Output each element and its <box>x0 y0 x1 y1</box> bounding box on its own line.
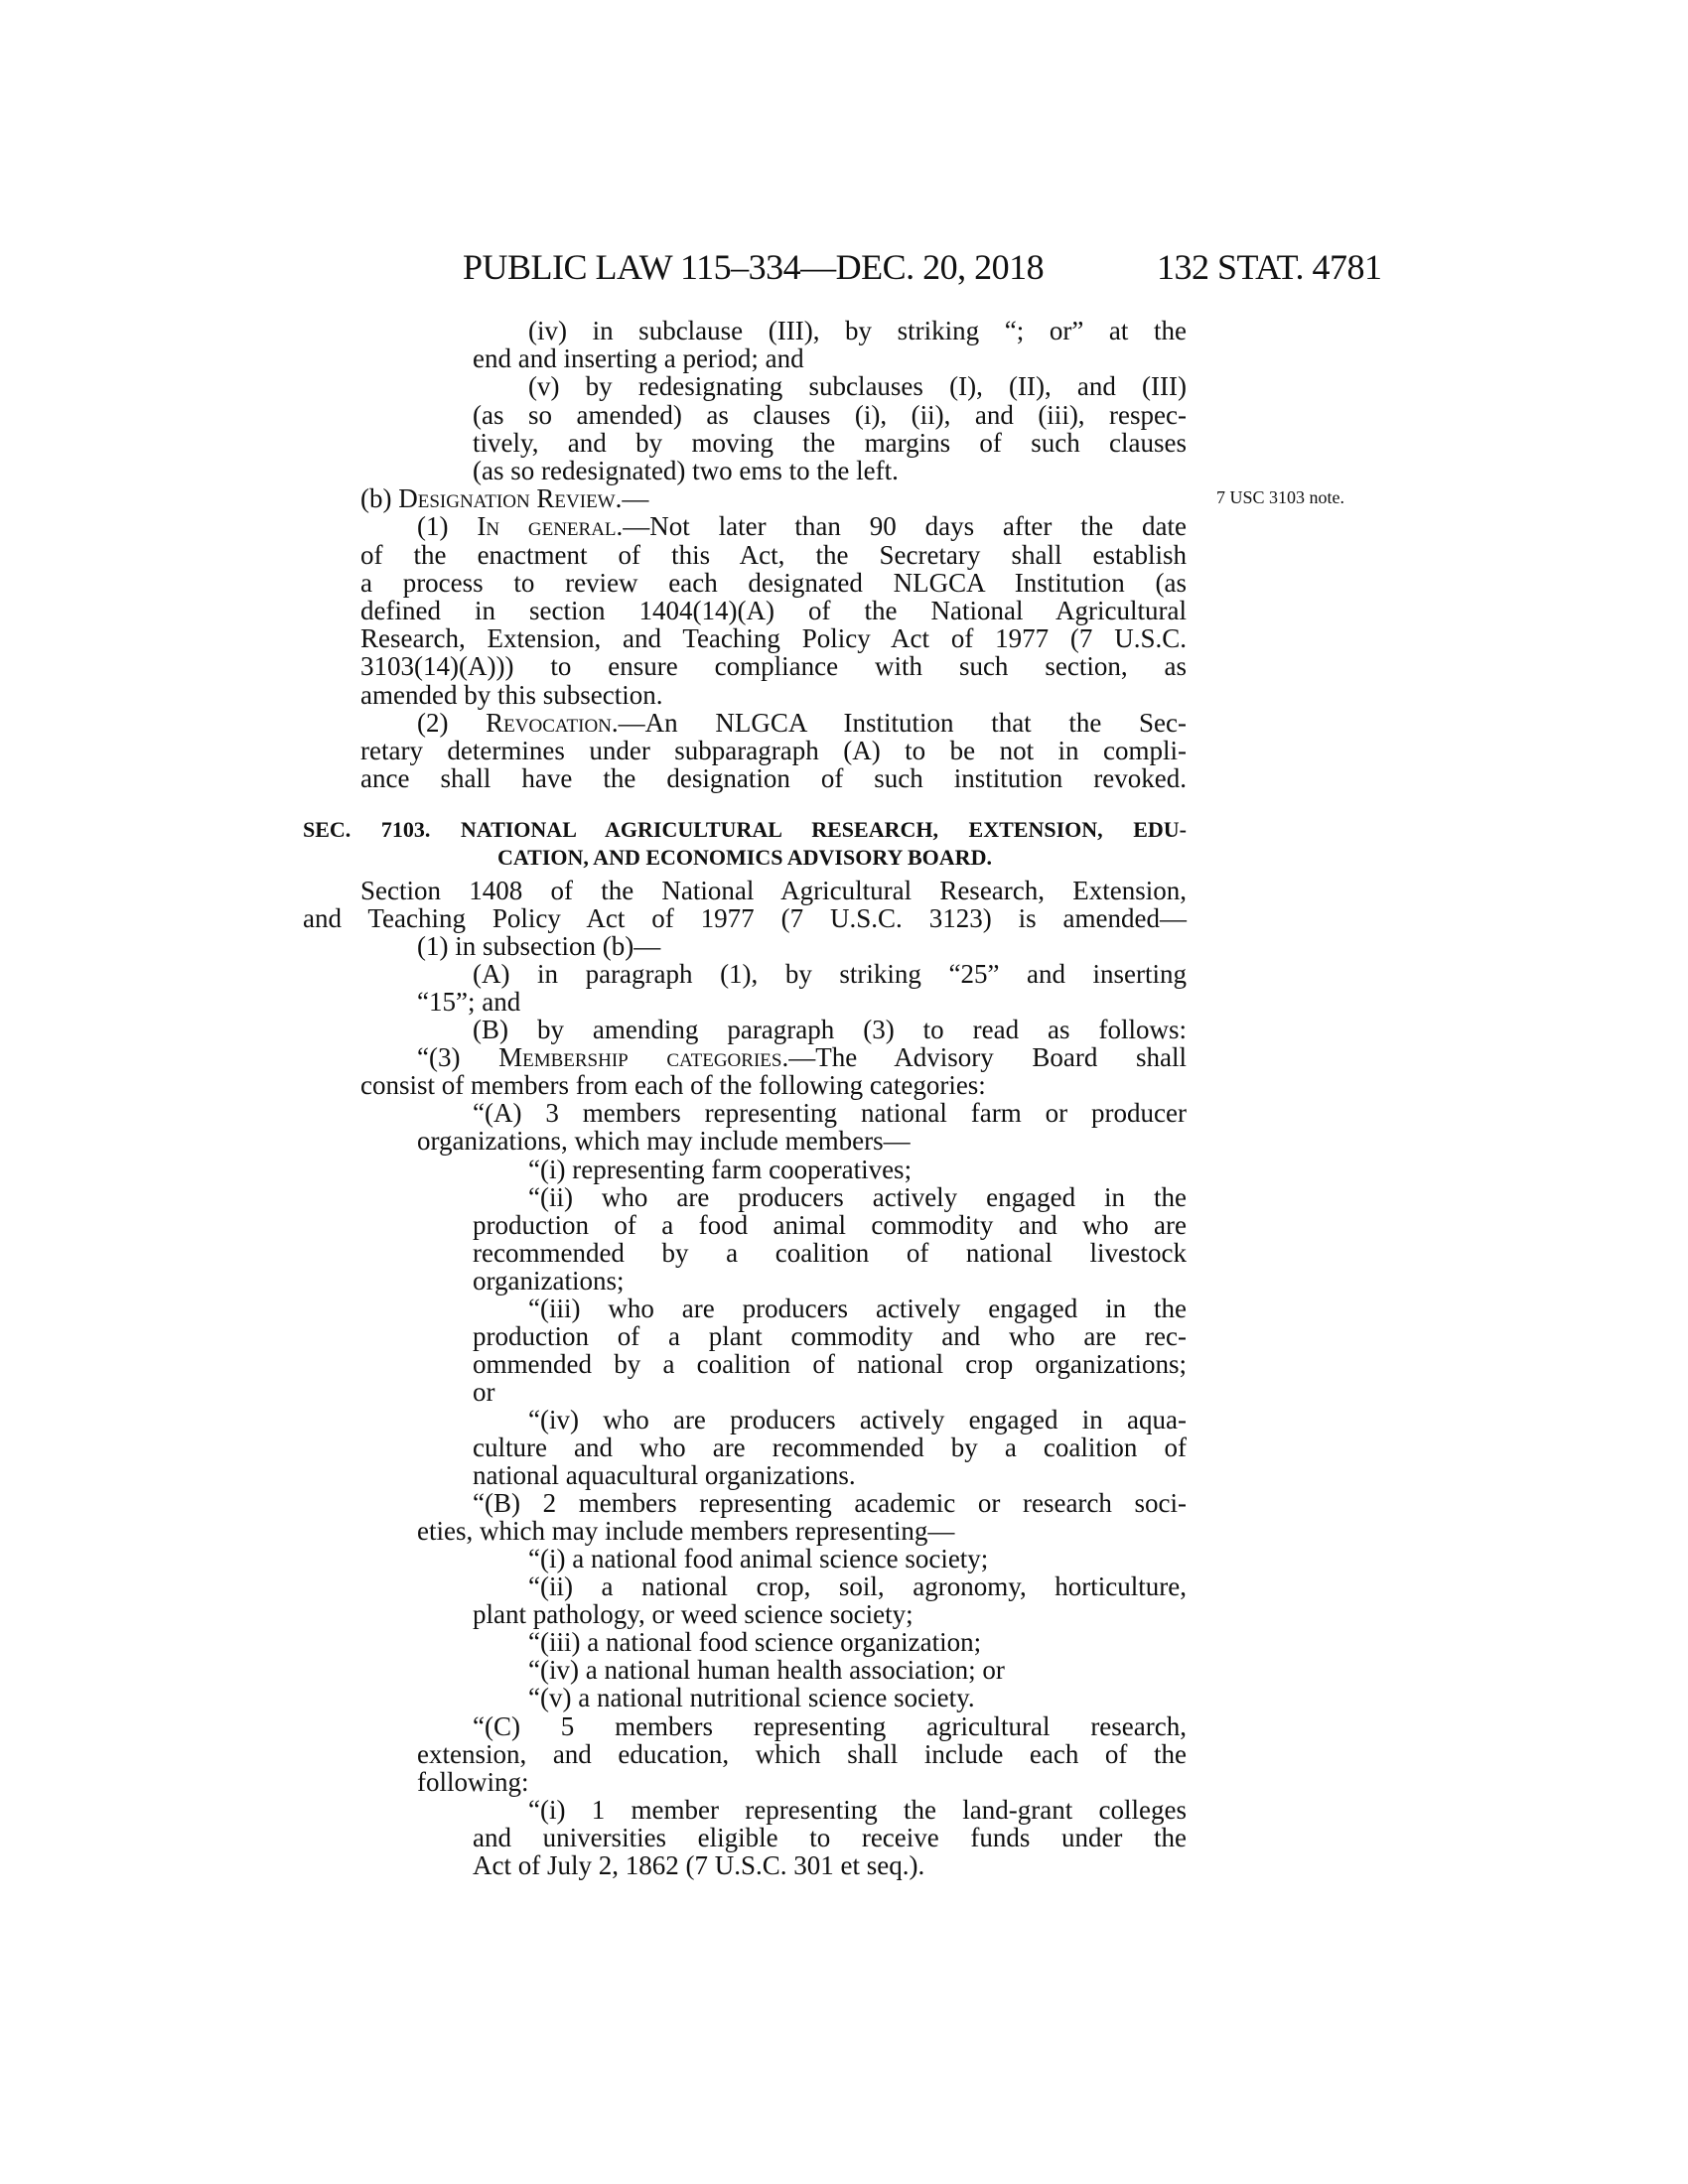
text-line: national aquacultural organizations. <box>473 1460 856 1491</box>
text-line: extension, and education, which shall include each of the <box>417 1738 1187 1769</box>
text-line: (as so redesignated) two ems to the left. <box>473 456 899 485</box>
text-line: a process to review each designated NLGCA Institution (as <box>360 567 1187 598</box>
text-span: .—Not later than 90 days after the date <box>616 511 1187 542</box>
text-line: (A) in paragraph (1), by striking “25” and inserting <box>473 959 1187 990</box>
text-line: “(B) 2 members representing academic or research soci- <box>473 1488 1187 1519</box>
paragraph-heading: In general <box>477 511 617 542</box>
text-span: .—The Advisory Board shall <box>781 1042 1187 1073</box>
text-line: 3103(14)(A))) to ensure compliance with such section, as <box>360 651 1187 682</box>
text-line: organizations; <box>473 1265 625 1296</box>
text-line: “(C) 5 members representing agricultural research, <box>473 1710 1187 1741</box>
text-line: “(v) a national nutritional science society. <box>528 1683 975 1713</box>
text-line: Section 1408 of the National Agricultural Research, Extension, <box>360 876 1187 905</box>
text-line: “(i) 1 member representing the land-grant colleges <box>528 1794 1187 1825</box>
page-citation: 132 STAT. 4781 <box>1157 247 1382 287</box>
text-line: culture and who are recommended by a coalition of <box>473 1433 1187 1462</box>
text-line <box>303 1043 1187 1071</box>
text-line: “(i) representing farm cooperatives; <box>528 1154 913 1184</box>
text-line: eties, which may include members representing— <box>417 1516 955 1547</box>
section-heading-line-1: SEC. 7103. NATIONAL AGRICULTURAL RESEARCH, EXTENSION, EDU- <box>303 817 1187 842</box>
text-line: and universities eligible to receive funds under the <box>473 1822 1187 1852</box>
text-line: defined in section 1404(14)(A) of the National Agricultural <box>360 596 1187 625</box>
text-line <box>303 709 1187 737</box>
text-line: (B) by amending paragraph (3) to read as follows: <box>473 1015 1187 1045</box>
text-line: production of a food animal commodity and who are <box>473 1209 1187 1240</box>
text-span: (b) <box>360 483 399 514</box>
text-line: (1) in subsection (b)— <box>417 931 661 962</box>
text-line: organizations, which may include members— <box>417 1126 911 1157</box>
text-line <box>303 512 1187 540</box>
text-span: .— <box>615 483 649 514</box>
text-line: and Teaching Policy Act of 1977 (7 U.S.C. 3123) is amended— <box>303 903 1187 934</box>
paragraph-heading: Revocation <box>486 707 612 738</box>
text-line: “(iii) a national food science organization; <box>528 1627 982 1658</box>
text-line: retary determines under subparagraph (A) to be not in compli- <box>360 736 1187 765</box>
text-line: (as so amended) as clauses (i), (ii), and (iii), respec- <box>473 399 1187 430</box>
text-line: of the enactment of this Act, the Secretary shall establish <box>360 539 1187 570</box>
text-line: consist of members from each of the following categories: <box>360 1070 986 1101</box>
text-line: “(i) a national food animal science society; <box>528 1544 989 1574</box>
text-line: “(iv) a national human health association; or <box>528 1655 1005 1686</box>
running-head-title: PUBLIC LAW 115–334—DEC. 20, 2018 <box>463 247 1045 287</box>
text-line: recommended by a coalition of national livestock <box>473 1237 1187 1268</box>
text-line: “(A) 3 members representing national farm or producer <box>473 1098 1187 1129</box>
margin-note: 7 USC 3103 note. <box>1216 487 1345 507</box>
text-line: Research, Extension, and Teaching Policy Act of 1977 (7 U.S.C. <box>360 623 1187 654</box>
text-span: (2) <box>417 707 487 738</box>
text-line: tively, and by moving the margins of such clauses <box>473 427 1187 458</box>
text-line: ommended by a coalition of national crop organizations; <box>473 1348 1187 1379</box>
text-line: (v) by redesignating subclauses (I), (II), and (III) <box>528 371 1187 402</box>
text-line <box>303 484 1187 512</box>
text-line: production of a plant commodity and who are rec- <box>473 1320 1187 1351</box>
text-line: (iv) in subclause (III), by striking “; or” at the <box>528 316 1187 345</box>
text-line: ance shall have the designation of such institution revoked. <box>360 763 1187 794</box>
text-span: .—An NLGCA Institution that the Sec- <box>611 707 1188 738</box>
text-line: “15”; and <box>417 987 521 1018</box>
text-line: or <box>473 1376 495 1407</box>
text-line: “(ii) who are producers actively engaged in the <box>528 1181 1187 1212</box>
text-line: Act of July 2, 1862 (7 U.S.C. 301 et seq.). <box>473 1849 925 1880</box>
text-line: plant pathology, or weed science society; <box>473 1599 914 1630</box>
text-line: “(iv) who are producers actively engaged in aqua- <box>528 1404 1187 1434</box>
text-span: (1) <box>417 511 478 542</box>
paragraph-heading: Membership categories <box>498 1042 782 1073</box>
text-line: end and inserting a period; and <box>473 343 804 374</box>
section-heading-line-2: CATION, AND ECONOMICS ADVISORY BOARD. <box>497 845 992 870</box>
text-line: “(ii) a national crop, soil, agronomy, horticulture, <box>528 1571 1187 1602</box>
text-line: amended by this subsection. <box>360 679 663 710</box>
text-line: following: <box>417 1766 529 1797</box>
text-line: “(iii) who are producers actively engaged in the <box>528 1293 1187 1323</box>
paragraph-heading: Designation Review <box>398 483 616 514</box>
text-span: “(3) <box>417 1042 499 1073</box>
